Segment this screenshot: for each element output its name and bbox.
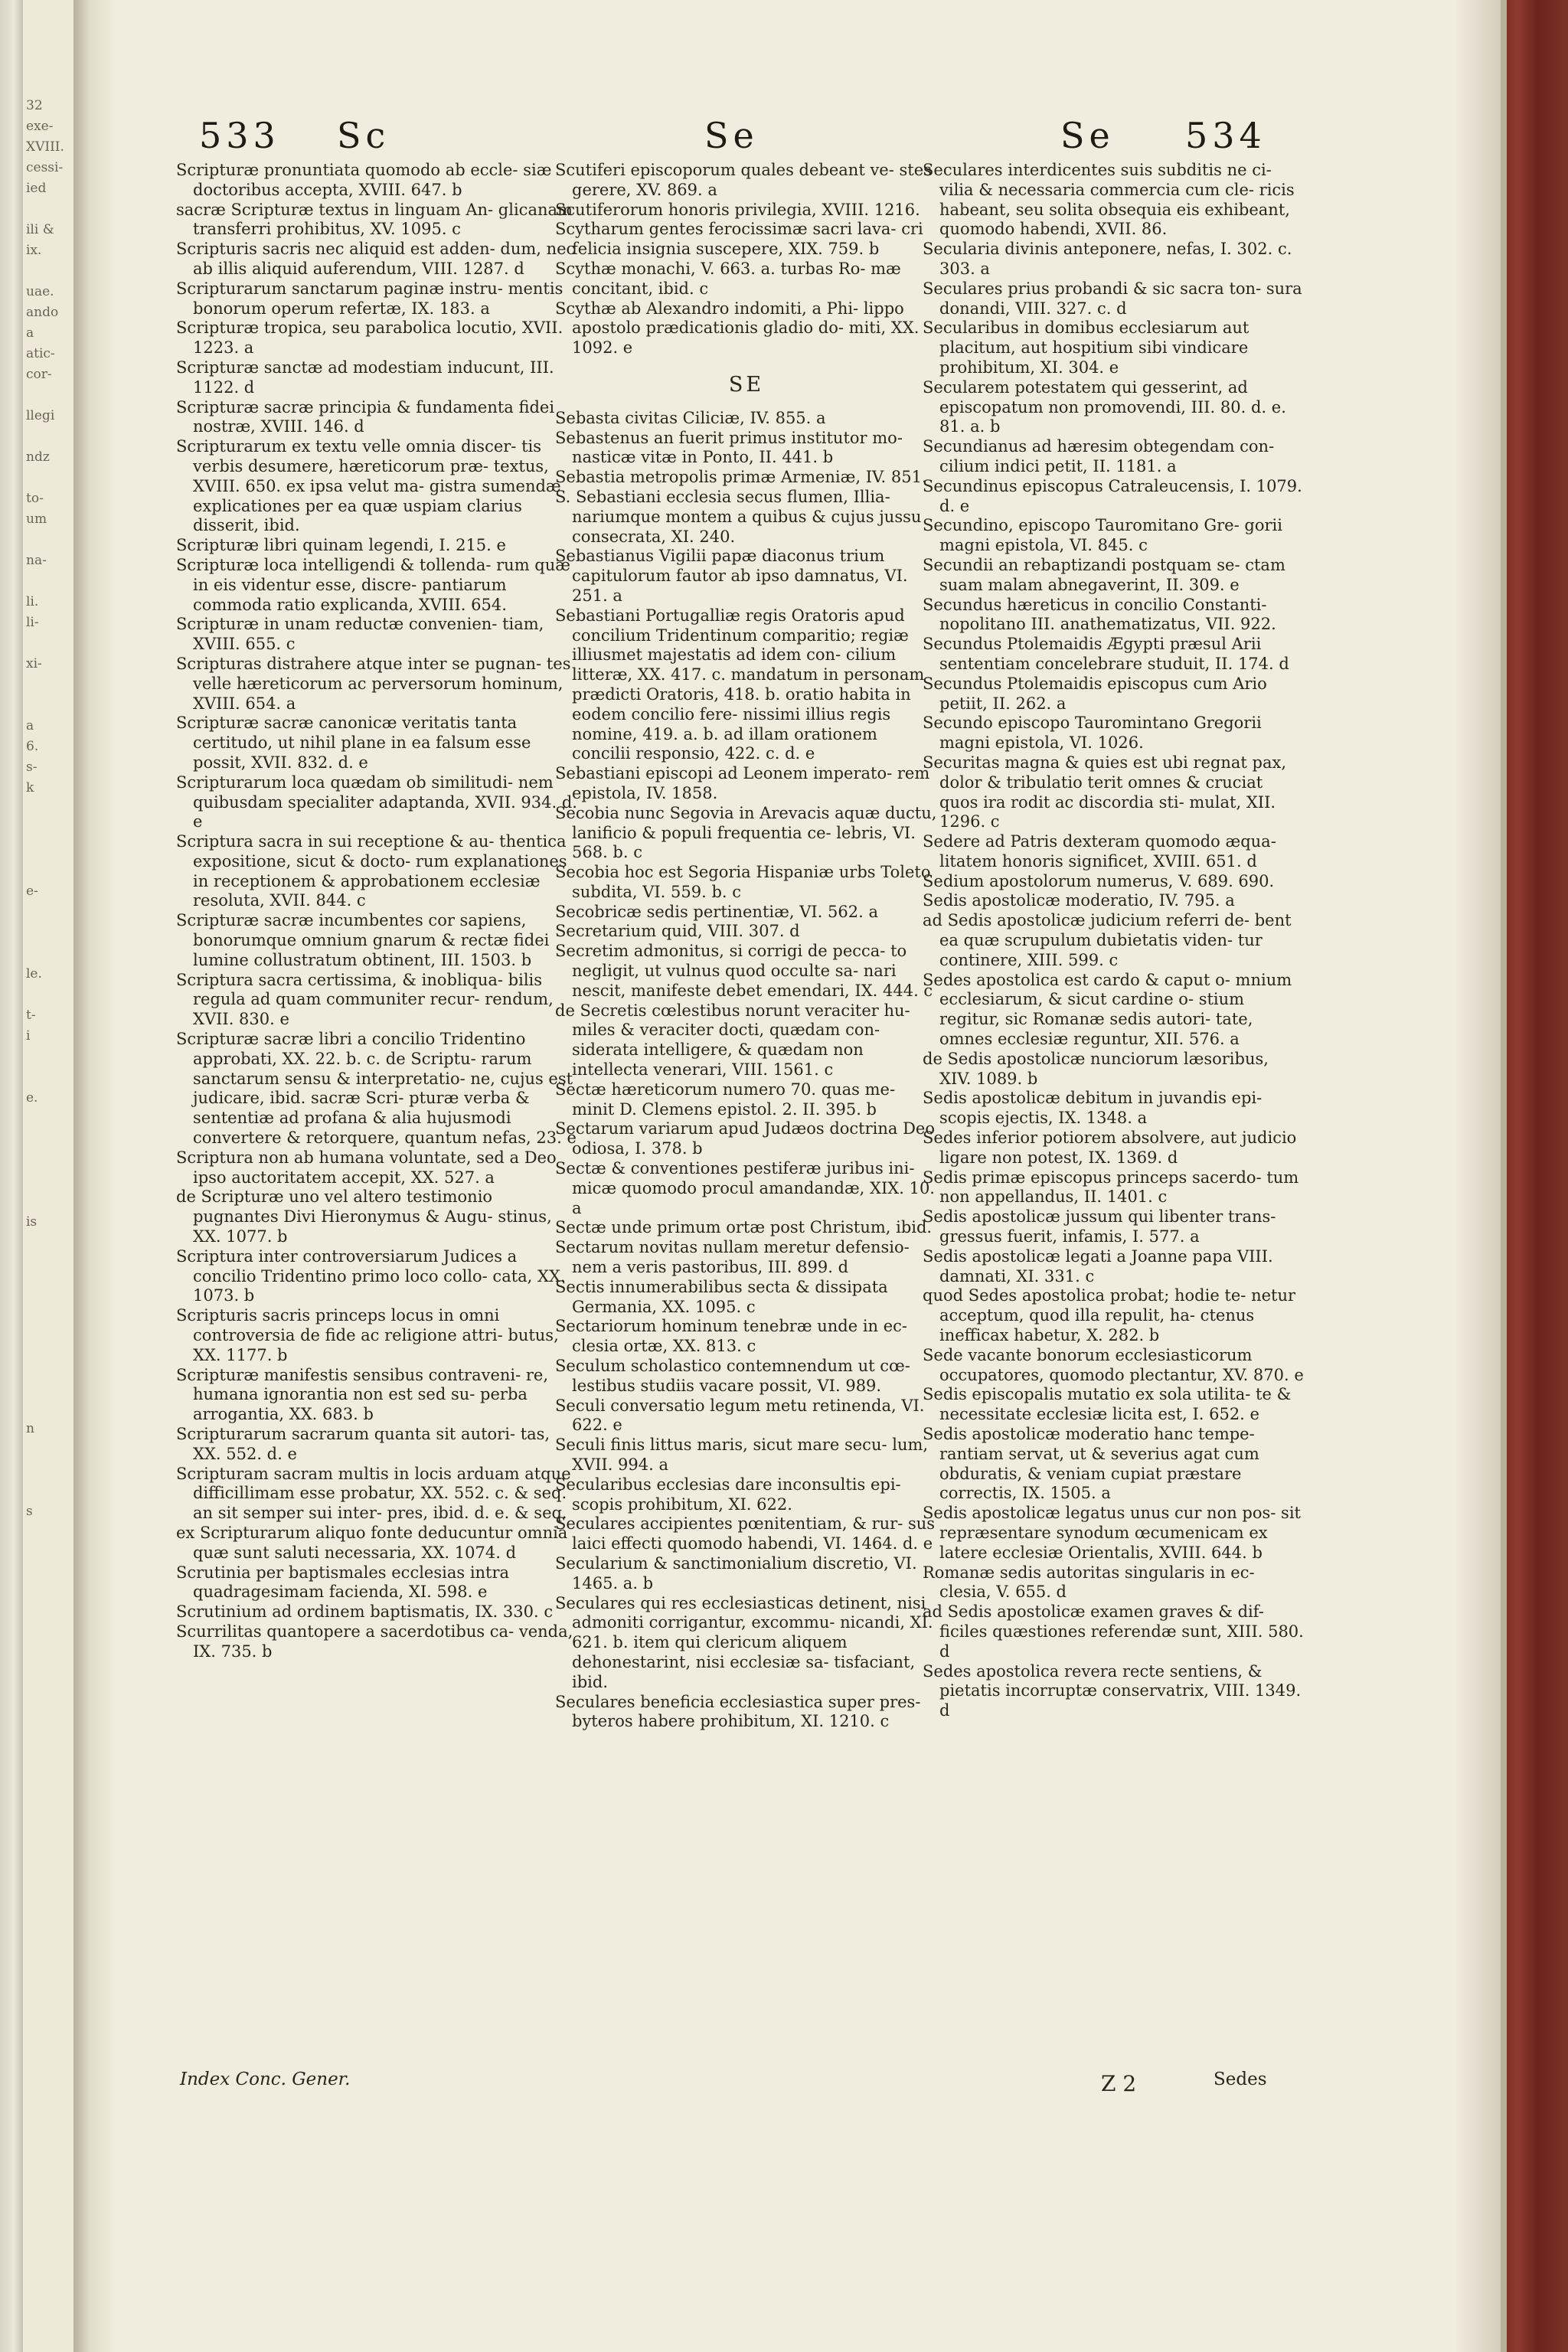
index-entry: Scripturæ sanctæ ad modestiam inducunt, III. 1122. d [176,358,554,397]
margin-fragment: t- [26,1008,36,1023]
index-entry: Sedis apostolicæ jussum qui libenter trans- gressus fuerit, infamis, I. 577. a [923,1207,1276,1246]
index-entry: Scripturæ libri quinam legendi, I. 215. e [176,536,506,555]
index-entry: Sebastia metropolis primæ Armeniæ, IV. 851. [555,468,927,487]
margin-fragment: llegi [26,408,55,423]
index-entry: Seculi conversatio legum metu retinenda, VI. 622. e [555,1396,925,1435]
index-entry: ex Scripturarum aliquo fonte deducuntur omnia quæ sunt saluti necessaria, XX. 1074. d [176,1523,568,1562]
book-binding-right [1501,0,1568,2352]
margin-fragment: a [26,325,34,341]
index-entry: Sedis apostolicæ moderatio, IV. 795. a [923,891,1235,910]
index-entry: Scythæ monachi, V. 663. a. turbas Ro- mæ concitant, ibid. c [555,259,901,298]
index-entry: Sedis apostolicæ moderatio hanc tempe- rantiam servat, ut & severius agat cum obduratis, & veniam cupiat præstare correctis, IX. 1505. a [923,1425,1259,1503]
index-entry: Sectarum variarum apud Judæos doctrina Deo odiosa, I. 378. b [555,1119,935,1158]
margin-fragment: xi- [26,656,42,671]
index-entry: quod Sedes apostolica probat; hodie te- netur acceptum, quod illa repulit, ha- ctenus inefficax habetur, X. 282. b [923,1286,1296,1345]
index-entry: Scripturæ sacræ canonicæ veritatis tanta certitudo, ut nihil plane in ea falsum esse possit, XVII. 832. d. e [176,714,531,772]
index-entry: Scythæ ab Alexandro indomiti, a Phi- lippo apostolo prædicationis gladio do- miti, XX. 1092. e [555,299,920,358]
index-entry: Scriptura inter controversiarum Judices a concilio Tridentino primo loco collo- cata, XX. 1073. b [176,1246,566,1305]
margin-fragment: ied [26,181,47,196]
margin-fragment: cor- [26,367,52,382]
margin-fragment: na- [26,553,47,568]
index-entry: Scrutinium ad ordinem baptismatis, IX. 330. c [176,1602,554,1622]
index-entry: de Scripturæ uno vel altero testimonio pugnantes Divi Hieronymus & Augu- stinus, XX. 1077. b [176,1187,552,1246]
index-entry: Sebastianus Vigilii papæ diaconus trium capitulorum fautor ab ipso damnatus, VI. 251. a [555,547,908,605]
margin-fragment: li- [26,615,39,630]
index-entry: Secularibus in domibus ecclesiarum aut placitum, aut hospitium sibi vindicare prohibitum, XI. 304. e [923,318,1250,377]
section-heading: SE [728,372,765,397]
index-entry: Sedere ad Patris dexteram quomodo æqua- litatem honoris significet, XVIII. 651. d [923,832,1276,871]
index-entry: Scripturæ in unam reductæ convenien- tiam, XVIII. 655. c [176,615,544,654]
margin-fragment: e- [26,884,38,899]
index-column-2 [555,161,938,1732]
margin-fragment: ix. [26,243,42,258]
footer-index-title: Index Conc. Gener. [180,2069,351,2089]
index-entry: Securitas magna & quies est ubi regnat pax, dolor & tribulatio terit omnes & cruciat quos ira rodit ac discordia sti- mulat, XII. 1296. c [923,753,1287,831]
index-entry: Scripturarum ex textu velle omnia discer- tis verbis desumere, hæreticorum præ- textus, XVIII. 650. ex ipsa velut ma- gistra sumendæ explicationes per ea quæ uspiam clarius disserit, ibid. [176,437,561,535]
left-page-number: 533 [199,115,280,156]
index-entry: Scutiferorum honoris privilegia, XVIII. 1216. [555,200,920,219]
margin-fragment: is [26,1214,38,1230]
index-entry: de Sedis apostolicæ nunciorum læsoribus, XIV. 1089. b [923,1049,1269,1088]
index-entry: Sectæ unde primum ortæ post Christum, ibid. [555,1218,933,1237]
index-entry: Sebastiani Portugalliæ regis Oratoris apud concilium Tridentinum comparitio; regiæ illiusmet majestatis ad idem con- cilium litteræ, XX. 417. c. mandatum in personam prædicti Oratoris, 418. b. oratio habita in eodem concilio fere- nissimi illius regis nomine, 419. a. b. ad illam orationem concilii responsio, 422. c. d. e [555,606,925,763]
index-entry: Sebastiani episcopi ad Leonem imperato- rem epistola, IV. 1858. [555,764,930,802]
left-page-margin-fragments [23,0,75,2352]
margin-fragment: um [26,511,47,527]
index-entry: Scripturæ loca intelligendi & tollenda- rum quæ in eis videntur esse, discre- pantiarum commoda ratio explicanda, XVIII. 654. [176,555,570,614]
index-entry: Sectæ & conventiones pestiferæ juribus ini- micæ quomodo procul amandandæ, XIX. 10. a [555,1159,935,1217]
index-entry: Scripturæ sacræ incumbentes cor sapiens, bonorumque omnium gnarum & rectæ fidei lumine collustratum obtinent, III. 1503. b [176,911,550,969]
index-entry: Secularem potestatem qui gesserint, ad episcopatum non promovendi, III. 80. d. e. 81. a. b [923,377,1286,436]
index-entry: ad Sedis apostolicæ examen graves & dif- ficiles quæstiones referendæ sunt, XIII. 580. d [923,1602,1304,1661]
index-entry: Sectæ hæreticorum numero 70. quas me- minit D. Clemens epistol. 2. II. 395. b [555,1080,896,1119]
index-entry: Secretim admonitus, si corrigi de pecca- to negligit, ut vulnus quod occulte sa- nari nescit, manifeste debet emendari, IX. 444. c [555,942,933,1000]
index-entry: Scrutinia per baptismales ecclesias intra quadragesimam facienda, XI. 598. e [176,1563,510,1602]
index-entry: Sebastenus an fuerit primus institutor mo- nasticæ vitæ in Ponto, II. 441. b [555,428,903,467]
index-entry: Secundus hæreticus in concilio Constanti- nopolitano III. anathematizatus, VII. 922. [923,595,1276,634]
index-entry: Secobia hoc est Segoria Hispaniæ urbs Toleto subdita, VI. 559. b. c [555,863,931,901]
index-entry: Sedium apostolorum numerus, V. 689. 690. [923,871,1275,890]
margin-fragment: a [26,718,34,733]
index-entry: Secundus Ptolemaidis episcopus cum Ario petiit, II. 262. a [923,674,1267,713]
page-gutter [74,0,115,2352]
index-entry: Secularia divinis anteponere, nefas, I. 302. c. 303. a [923,240,1292,278]
margin-fragment: s- [26,760,38,775]
margin-fragment: s [26,1504,33,1519]
margin-fragment: 6. [26,739,39,754]
index-entry: Sedes apostolica est cardo & caput o- mnium ecclesiarum, & sicut cardine o- stium regitur, sic Romanæ sedis autori- tate, omnes ecclesiæ reguntur, XII. 576. a [923,970,1292,1049]
margin-fragment: ili & [26,222,54,237]
index-entry: Scriptura non ab humana voluntate, sed a Deo ipso auctoritatem accepit, XX. 527. a [176,1148,557,1187]
margin-fragment: atic- [26,346,55,361]
index-entry: Secundii an rebaptizandi postquam se- ctam suam malam abnegaverint, II. 309. e [923,555,1285,594]
index-entry: Secobricæ sedis pertinentiæ, VI. 562. a [555,902,878,921]
index-entry: Scripturarum sanctarum paginæ instru- mentis bonorum operum refertæ, IX. 183. a [176,279,564,318]
signature-mark: Z 2 [1101,2071,1137,2096]
index-entry: ad Sedis apostolicæ judicium referri de- bent ea quæ scrupulum dubietatis viden- tur continere, XIII. 599. c [923,911,1292,969]
index-entry: Scriptura sacra in sui receptione & au- thentica expositione, sicut & docto- rum explanationes in receptionem & approbationem ecclesiæ resoluta, XVII. 844. c [176,832,567,910]
index-entry: Scripturarum sacrarum quanta sit autori- tas, XX. 552. d. e [176,1425,550,1463]
index-entry: Secundus Ptolemaidis Ægypti præsul Arii sententiam concelebrare studuit, II. 174. d [923,635,1289,673]
right-running-head: Se [1060,115,1115,156]
index-entry: sacræ Scripturæ textus in linguam An- glicanam transferri prohibitus, XV. 1095. c [176,200,573,239]
margin-fragment: n [26,1421,34,1436]
catchword: Sedes [1214,2069,1267,2089]
center-running-head: Se [704,115,759,156]
index-entry: Sedis primæ episcopus princeps sacerdo- tum non appellandus, II. 1401. c [923,1168,1299,1207]
index-entry: Secobia nunc Segovia in Arevacis aquæ ductu, lanificio & populi frequentia ce- lebris, VI. 568. b. c [555,803,937,862]
index-entry: Sectarum novitas nullam meretur defensio- nem a veris pastoribus, III. 899. d [555,1238,910,1277]
index-entry: Sedis apostolicæ legatus unus cur non pos- sit repræsentare synodum œcumenicam ex latere ecclesiæ Orientalis, XVIII. 644. b [923,1504,1301,1562]
index-entry: Scripturæ sacræ principia & fundamenta fidei nostræ, XVIII. 146. d [176,397,555,436]
margin-fragment: ndz [26,449,50,465]
index-entry: Scripturarum loca quædam ob similitudi- nem quibusdam specialiter adaptanda, XVII. 934. d. e [176,773,577,831]
index-entry: Seculares prius probandi & sic sacra ton- sura donandi, VIII. 327. c. d [923,279,1302,318]
index-column-1 [176,161,578,1662]
index-entry: Scripturæ tropica, seu parabolica locutio, XVII. 1223. a [176,318,564,358]
index-entry: Sede vacante bonorum ecclesiasticorum occupatores, quomodo plectantur, XV. 870. e [923,1345,1304,1384]
index-entry: Scurrilitas quantopere a sacerdotibus ca- venda, IX. 735. b [176,1622,573,1661]
index-entry: Secularium & sanctimonialium discretio, VI. 1465. a. b [555,1553,917,1592]
index-entry: Scripturas distrahere atque inter se pugnan- tes velle hæreticorum ac perversorum hominum, XVIII. 654. a [176,654,571,713]
index-entry: Secretarium quid, VIII. 307. d [555,922,800,941]
index-column-3 [923,161,1305,1721]
index-entry: Sedes apostolica revera recte sentiens, & pietatis incorruptæ conservatrix, VIII. 1349. d [923,1661,1302,1720]
index-entry: Romanæ sedis autoritas singularis in ec- clesia, V. 655. d [923,1563,1255,1602]
index-entry: Sedis episcopalis mutatio ex sola utilita- te & necessitate ecclesiæ licita est, I. 652. e [923,1385,1292,1424]
index-entry: Scripturæ manifestis sensibus contraveni- re, humana ignorantia non est sed su- perba arrogantia, XX. 683. b [176,1365,549,1424]
index-entry: Scripturæ pronuntiata quomodo ab eccle- siæ doctoribus accepta, XVIII. 647. b [176,161,552,199]
index-entry: Sectis innumerabilibus secta & dissipata Germania, XX. 1095. c [555,1277,888,1316]
margin-fragment: cessi- [26,160,64,175]
index-entry: Seculares beneficia ecclesiastica super pres- byteros habere prohibitum, XI. 1210. c [555,1692,921,1731]
book-binding-left [0,0,23,2352]
index-entry: Seculares interdicentes suis subditis ne ci- vilia & necessaria commercia cum cle- ricis habeant, seu solita obsequia eis exhibeant, quomodo habendi, XVII. 86. [923,161,1295,239]
index-entry: Secundo episcopo Tauromintano Gregorii magni epistola, VI. 1026. [923,714,1262,753]
index-entry: Scripturis sacris princeps locus in omni controversia de fide ac religione attri- butus, XX. 1177. b [176,1306,559,1364]
margin-fragment: uae. [26,284,54,299]
margin-fragment: exe- [26,119,54,134]
index-entry: Secundianus ad hæresim obtegendam con- cilium indici petit, II. 1181. a [923,437,1275,475]
left-running-head: Sc [337,115,390,156]
index-entry: Scripturam sacram multis in locis arduam atque difficillimam esse probatur, XX. 552. c. & seq. an sit semper sui inter- pres, ibid. d. e. & seq. [176,1464,571,1523]
index-entry: Seculares accipientes pœnitentiam, & rur- sus laici effecti quomodo habendi, VI. 1464. d. e [555,1514,936,1553]
index-entry: Scutiferi episcoporum quales debeant ve- stes gerere, XV. 869. a [555,161,932,199]
index-entry: Scripturis sacris nec aliquid est adden- dum, nec ab illis aliquid auferendum, VIII. 1287. d [176,240,576,278]
index-entry: Scriptura sacra certissima, & inobliqua- bilis regula ad quam communiter recur- rendum, XVII. 830. e [176,970,554,1029]
index-entry: Sedis apostolicæ debitum in juvandis epi- scopis ejectis, IX. 1348. a [923,1089,1263,1128]
margin-fragment: to- [26,491,44,506]
margin-fragment: 32 [26,98,43,113]
index-entry: S. Sebastiani ecclesia secus flumen, Illia- nariumque montem a quibus & cujus jussu consecrata, XI. 240. [555,487,922,546]
margin-fragment: k [26,780,34,795]
margin-fragment: le. [26,966,42,982]
margin-fragment: e. [26,1090,38,1106]
book-page [115,0,1501,2352]
index-entry: Scytharum gentes ferocissimæ sacri lava- cri felicia insignia suscepere, XIX. 759. b [555,220,923,259]
margin-fragment: ando [26,305,59,320]
index-entry: Seculum scholastico contemnendum ut cœ- lestibus studiis vacare possit, VI. 989. [555,1357,910,1395]
index-entry: Seculares qui res ecclesiasticas detinent, nisi admoniti corrigantur, excommu- nicandi, XI. 621. b. item qui clericum aliquem dehonestarint, nisi ecclesiæ sa- tisfaciant, ibid. [555,1593,933,1691]
index-entry: de Secretis cœlestibus norunt veraciter hu- miles & veraciter docti, quædam con- siderata intelligere, & quædam non intellecta venerari, VIII. 1561. c [555,1001,910,1080]
index-entry: Secularibus ecclesias dare inconsultis epi- scopis prohibitum, XI. 622. [555,1475,901,1514]
margin-fragment: i [26,1028,31,1044]
margin-fragment: XVIII. [26,139,64,155]
index-entry: Sebasta civitas Ciliciæ, IV. 855. a [555,408,826,427]
index-entry: Scripturæ sacræ libri a concilio Tridentino approbati, XX. 22. b. c. de Scriptu- rarum sanctarum sensu & interpretatio- ne, cujus est judicare, ibid. sacræ Scri- pturæ verba & sententiæ ad profana & alia hujusmodi convertere & retorquere, quantum nefas, 23. e [176,1030,577,1148]
index-entry: Sedes inferior potiorem absolvere, aut judicio ligare non potest, IX. 1369. d [923,1129,1297,1167]
index-entry: Seculi finis littus maris, sicut mare secu- lum, XVII. 994. a [555,1436,929,1474]
index-entry: Sedis apostolicæ legati a Joanne papa VIII. damnati, XI. 331. c [923,1246,1273,1285]
page-edge-shadow [1455,0,1501,2352]
margin-fragment: li. [26,594,39,609]
index-entry: Secundinus episcopus Catraleucensis, I. 1079. d. e [923,476,1302,515]
index-entry: Secundino, episcopo Tauromitano Gre- gorii magni epistola, VI. 845. c [923,516,1282,555]
index-entry: Sectariorum hominum tenebræ unde in ec- clesia ortæ, XX. 813. c [555,1317,908,1356]
right-page-number: 534 [1185,115,1266,156]
